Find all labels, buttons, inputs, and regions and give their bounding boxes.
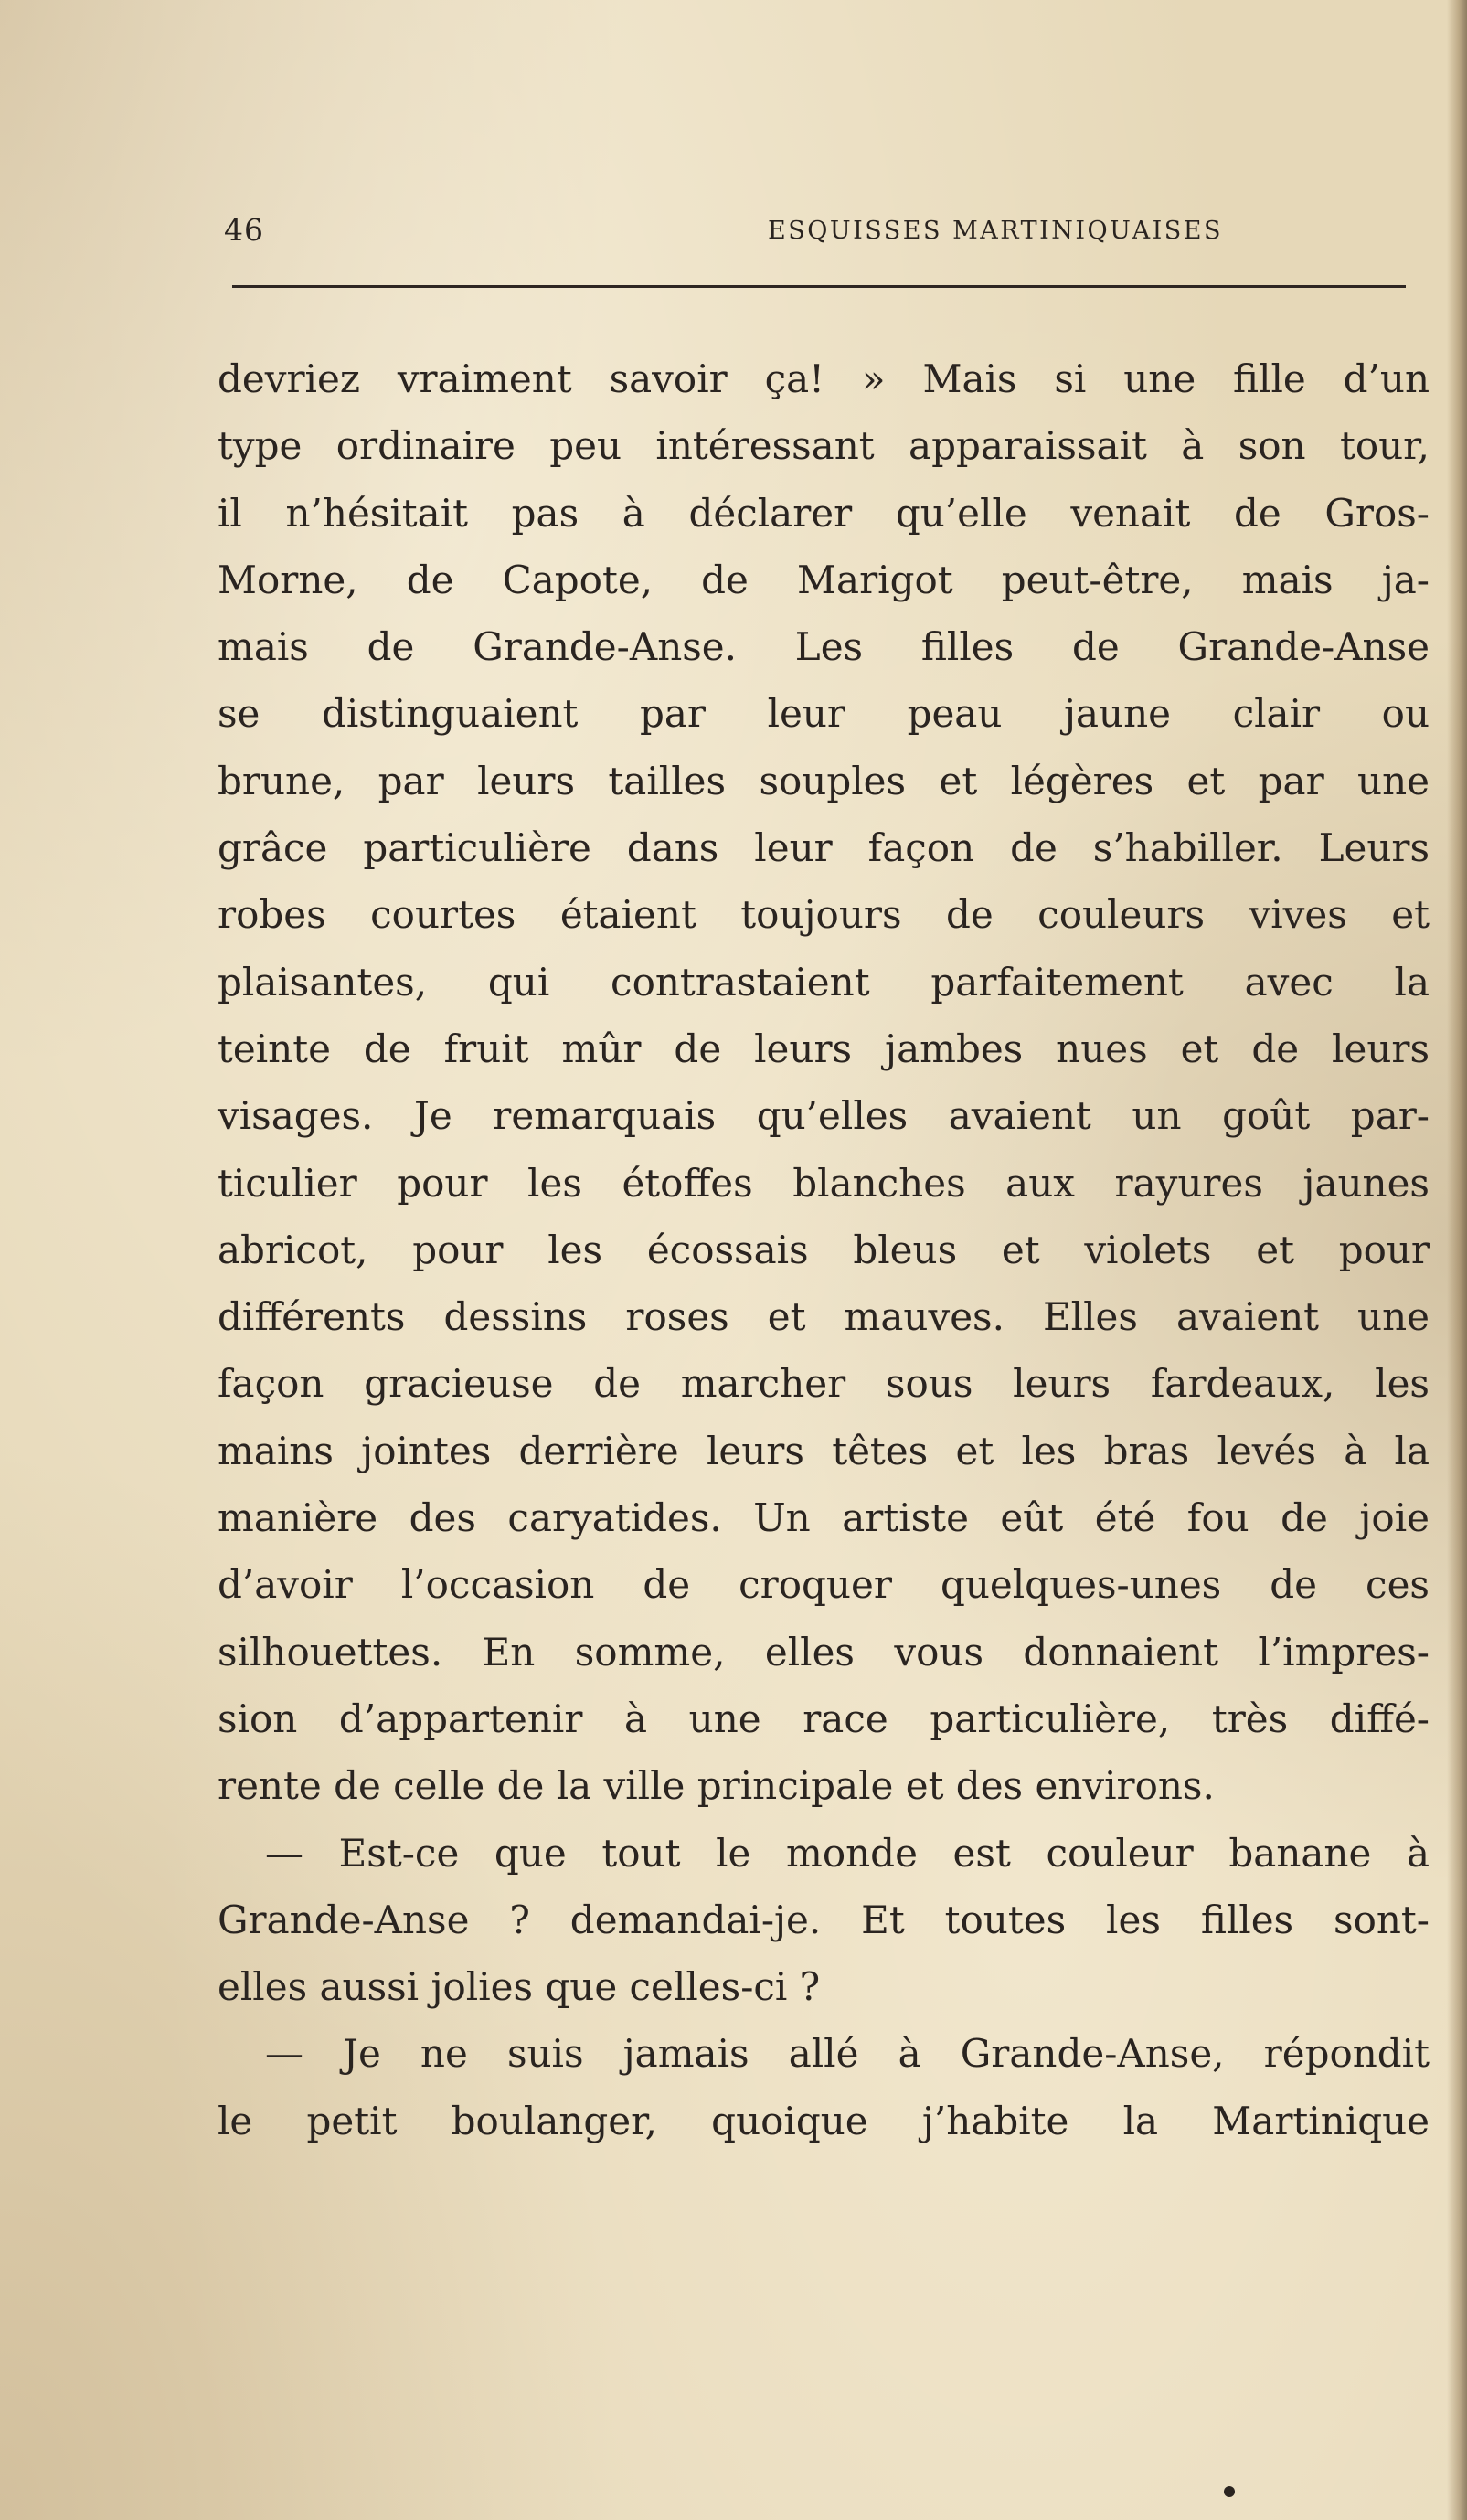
text-line: manière des caryatides. Un artiste eût été fou de joie <box>218 1495 1430 1541</box>
text-line: se distinguaient par leur peau jaune clair ou <box>218 691 1430 737</box>
text-line: silhouettes. En somme, elles vous donnaient l’impres- <box>218 1629 1430 1675</box>
ink-speck <box>1224 2486 1235 2497</box>
text-line: ticulier pour les étoffes blanches aux rayures jaunes <box>218 1160 1430 1206</box>
page-edge-shadow <box>1447 0 1467 2520</box>
running-title: ESQUISSES MARTINIQUAISES <box>768 217 1223 245</box>
text-line: façon gracieuse de marcher sous leurs fardeaux, les <box>218 1361 1430 1407</box>
page-number: 46 <box>224 212 264 248</box>
text-line: mais de Grande-Anse. Les filles de Grande-Anse <box>218 624 1430 670</box>
dialogue-line: — Est-ce que tout le monde est couleur banane à <box>265 1830 1430 1876</box>
text-line: différents dessins roses et mauves. Elles avaient une <box>218 1294 1430 1340</box>
text-line: plaisantes, qui contrastaient parfaitement avec la <box>218 959 1430 1005</box>
text-line: elles aussi jolies que celles-ci ? <box>218 1964 821 2010</box>
text-line: rente de celle de la ville principale et des environs. <box>218 1763 1215 1809</box>
text-line: devriez vraiment savoir ça! » Mais si une fille d’un <box>218 356 1430 401</box>
text-line: robes courtes étaient toujours de couleurs vives et <box>218 892 1430 938</box>
text-line: abricot, pour les écossais bleus et violets et pour <box>218 1227 1430 1272</box>
running-header <box>219 212 1408 258</box>
text-line: Grande-Anse ? demandai-je. Et toutes les filles sont- <box>218 1897 1430 1942</box>
header-rule <box>232 285 1406 288</box>
text-line: Morne, de Capote, de Marigot peut-être, mais ja- <box>218 557 1430 602</box>
text-line: le petit boulanger, quoique j’habite la Martinique <box>218 2098 1430 2143</box>
body-text <box>218 346 1430 2154</box>
text-line: teinte de fruit mûr de leurs jambes nues et de leurs <box>218 1026 1430 1071</box>
text-line: brune, par leurs tailles souples et légères et par une <box>218 758 1430 803</box>
dialogue-line: — Je ne suis jamais allé à Grande-Anse, répondit <box>265 2031 1430 2077</box>
text-line: sion d’appartenir à une race particulière, très diffé- <box>218 1696 1430 1741</box>
text-line: mains jointes derrière leurs têtes et les bras levés à la <box>218 1428 1430 1473</box>
text-line: visages. Je remarquais qu’elles avaient un goût par- <box>218 1093 1430 1139</box>
text-line: type ordinaire peu intéressant apparaissait à son tour, <box>218 423 1430 469</box>
text-line: d’avoir l’occasion de croquer quelques-unes de ces <box>218 1562 1430 1608</box>
text-line: il n’hésitait pas à déclarer qu’elle venait de Gros- <box>218 490 1430 536</box>
text-line: grâce particulière dans leur façon de s’habiller. Leurs <box>218 825 1430 871</box>
